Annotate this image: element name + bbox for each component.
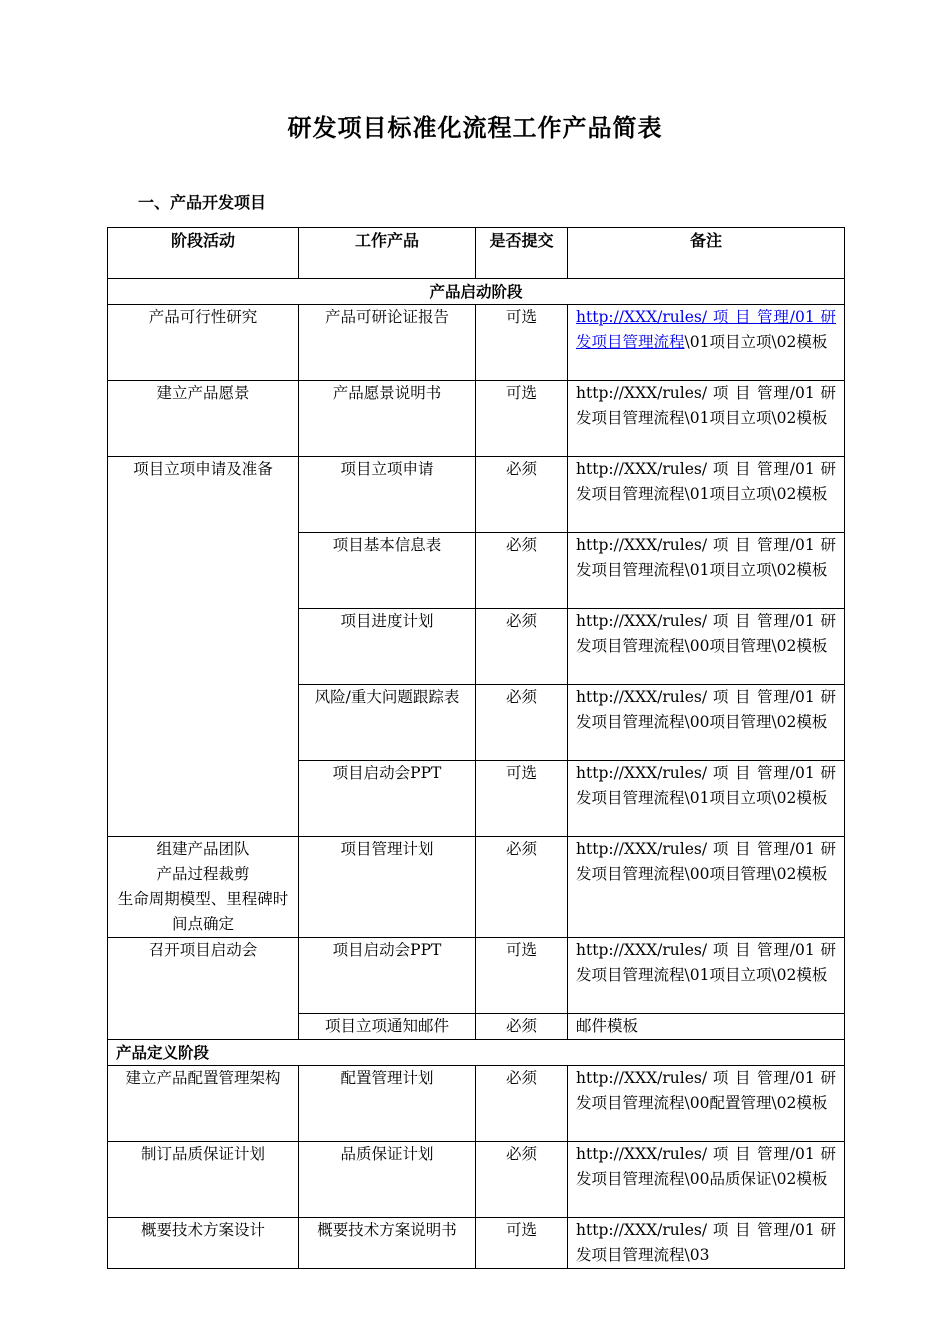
note-cell — [568, 305, 845, 381]
note-cell: http://XXX/rules/ 项 目 管理/01 研发项目管理流程\00项目管理\02模板 — [568, 609, 845, 685]
note-cell: http://XXX/rules/ 项 目 管理/01 研发项目管理流程\01项目立项\02模板 — [568, 533, 845, 609]
header-notes: 备注 — [568, 228, 845, 279]
activity-cell: 组建产品团队 产品过程裁剪 生命周期模型、里程碑时间点确定 — [108, 837, 299, 938]
section-heading: 一、产品开发项目 — [138, 193, 267, 212]
product-cell: 项目立项通知邮件 — [299, 1014, 476, 1040]
activity-cell: 概要技术方案设计 — [108, 1218, 299, 1269]
note-cell: http://XXX/rules/ 项 目 管理/01 研发项目管理流程\00品质保证\02模板 — [568, 1142, 845, 1218]
work-product-table — [107, 227, 845, 1269]
table-header-row — [108, 228, 845, 279]
activity-cell: 召开项目启动会 — [108, 938, 299, 1040]
product-cell: 产品愿景说明书 — [299, 381, 476, 457]
submit-cell: 必须 — [476, 1142, 568, 1218]
template-link[interactable]: http://XXX/rules/ 项 目 管理/01 研发项目管理流程 — [576, 308, 836, 351]
stage-title-startup: 产品启动阶段 — [108, 279, 845, 305]
product-cell: 配置管理计划 — [299, 1066, 476, 1142]
note-cell: http://XXX/rules/ 项 目 管理/01 研发项目管理流程\01项目立项\02模板 — [568, 938, 845, 1014]
submit-cell: 必须 — [476, 533, 568, 609]
product-cell: 项目管理计划 — [299, 837, 476, 938]
product-cell: 项目进度计划 — [299, 609, 476, 685]
note-cell: http://XXX/rules/ 项 目 管理/01 研发项目管理流程\00项目管理\02模板 — [568, 837, 845, 938]
activity-cell: 建立产品配置管理架构 — [108, 1066, 299, 1142]
stage-row — [108, 279, 845, 305]
note-cell: http://XXX/rules/ 项 目 管理/01 研发项目管理流程\01项目立项\02模板 — [568, 761, 845, 837]
activity-cell: 产品可行性研究 — [108, 305, 299, 381]
submit-cell: 必须 — [476, 1066, 568, 1142]
activity-cell: 制订品质保证计划 — [108, 1142, 299, 1218]
note-cell: http://XXX/rules/ 项 目 管理/01 研发项目管理流程\01项目立项\02模板 — [568, 457, 845, 533]
header-submit: 是否提交 — [476, 228, 568, 279]
table-row — [108, 1066, 845, 1142]
table-row — [108, 1218, 845, 1269]
product-cell: 项目基本信息表 — [299, 533, 476, 609]
submit-cell: 必须 — [476, 685, 568, 761]
note-cell: http://XXX/rules/ 项 目 管理/01 研发项目管理流程\03 — [568, 1218, 845, 1269]
table-row — [108, 381, 845, 457]
product-cell: 项目启动会PPT — [299, 761, 476, 837]
product-cell: 项目立项申请 — [299, 457, 476, 533]
product-cell: 项目启动会PPT — [299, 938, 476, 1014]
submit-cell: 可选 — [476, 305, 568, 381]
product-cell: 产品可研论证报告 — [299, 305, 476, 381]
submit-cell: 可选 — [476, 761, 568, 837]
submit-cell: 可选 — [476, 938, 568, 1014]
note-cell: http://XXX/rules/ 项 目 管理/01 研发项目管理流程\00项目管理\02模板 — [568, 685, 845, 761]
stage-row — [108, 1040, 845, 1066]
submit-cell: 可选 — [476, 381, 568, 457]
submit-cell: 必须 — [476, 837, 568, 938]
product-cell: 概要技术方案说明书 — [299, 1218, 476, 1269]
table-row — [108, 1142, 845, 1218]
submit-cell: 必须 — [476, 457, 568, 533]
note-cell: 邮件模板 — [568, 1014, 845, 1040]
submit-cell: 可选 — [476, 1218, 568, 1269]
table-row — [108, 837, 845, 938]
stage-title-definition: 产品定义阶段 — [108, 1040, 845, 1066]
activity-cell: 建立产品愿景 — [108, 381, 299, 457]
product-cell: 风险/重大问题跟踪表 — [299, 685, 476, 761]
note-text: \01项目立项\02模板 — [684, 333, 828, 351]
activity-cell: 项目立项申请及准备 — [108, 457, 299, 837]
product-cell: 品质保证计划 — [299, 1142, 476, 1218]
header-work-product: 工作产品 — [299, 228, 476, 279]
header-stage-activity: 阶段活动 — [108, 228, 299, 279]
document-title: 研发项目标准化流程工作产品简表 — [287, 113, 663, 142]
note-cell: http://XXX/rules/ 项 目 管理/01 研发项目管理流程\01项目立项\02模板 — [568, 381, 845, 457]
table-row — [108, 305, 845, 381]
submit-cell: 必须 — [476, 609, 568, 685]
note-cell: http://XXX/rules/ 项 目 管理/01 研发项目管理流程\00配置管理\02模板 — [568, 1066, 845, 1142]
table-row — [108, 457, 845, 533]
table-row — [108, 938, 845, 1014]
submit-cell: 必须 — [476, 1014, 568, 1040]
